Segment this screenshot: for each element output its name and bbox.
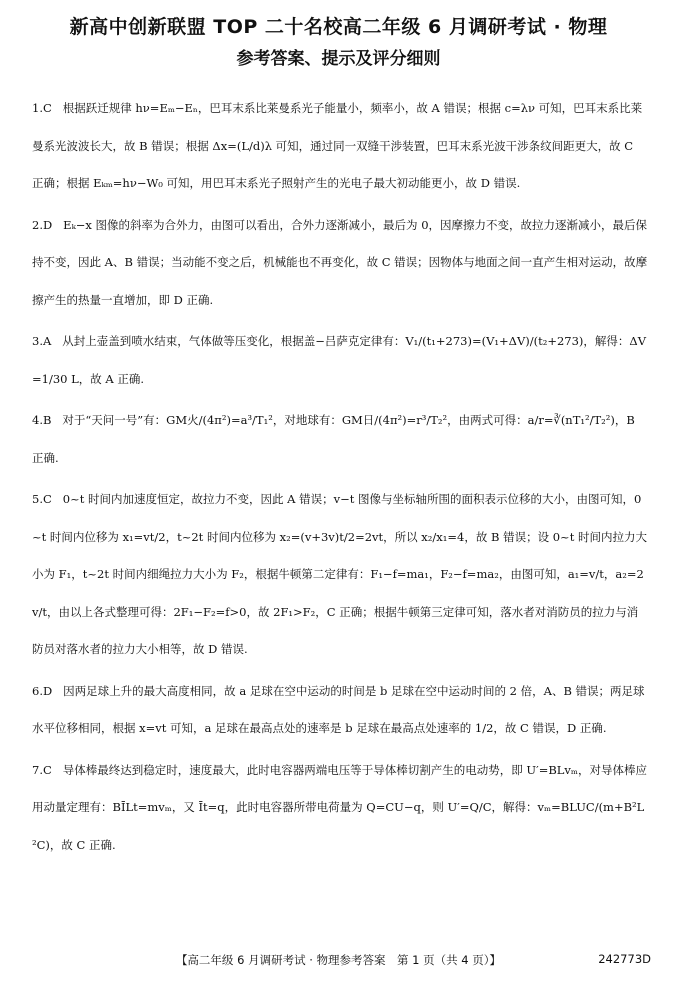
page-title: 新高中创新联盟 TOP 二十名校高二年级 6 月调研考试 · 物理 — [69, 16, 608, 38]
answer-item-4 — [32, 402, 648, 477]
page-subtitle: 参考答案、提示及评分细则 — [236, 49, 441, 69]
answer-item-2 — [32, 207, 648, 320]
answer-item-7 — [32, 752, 648, 865]
answer-text: 根据跃迁规律 hν=Eₘ−Eₙ，巴耳末系比莱曼系光子能量小，频率小，故 A 错误；根据 c=λν 可知，巴耳末系比莱曼系光波波长大，故 B 错误；根据 Δx=(L/d)λ 可知，通过同一双缝干涉装置，巴耳末系光波干涉条纹间距更大，故 C 正确；根据 Eₖₘ=hν−W₀ 可知，用巴耳末系光子照射产生的光电子最大初动能更小，故 D 错误. — [32, 101, 643, 190]
answer-number: 3.A — [32, 334, 52, 348]
answer-number: 2.D — [32, 217, 53, 232]
answer-number: 1.C — [32, 101, 52, 115]
answer-number: 7.C — [32, 762, 52, 777]
answer-item-1 — [32, 90, 648, 203]
answer-number: 4.B — [32, 413, 52, 427]
answer-item-5 — [32, 481, 648, 669]
answer-item-3 — [32, 323, 648, 398]
answer-text: 0~t 时间内加速度恒定，故拉力不变，因此 A 错误；v−t 图像与坐标轴所围的面积表示位移的大小，由图可知，0~t 时间内位移为 x₁=vt/2，t~2t 时间内位移为 x₂=(v+3v)t/2=2vt，所以 x₂/x₁=4，故 B 错误；设 0~t 时间内拉力大小为 F₁，t~2t 时间内细绳拉力大小为 F₂，根据牛顿第二定律有：F₁−f=ma₁，F₂−f=ma₂，由图可知，a₁=v/t，a₂=2v/t，由以上各式整理可得：2F₁−F₂=f>0，故 2F₁>F₂，C 正确；根据牛顿第三定律可知，落水者对消防员的拉力与消防员对落水者的拉力大小相等，故 D 错误. — [32, 492, 647, 656]
answer-number: 6.D — [32, 683, 53, 698]
answer-text: 因两足球上升的最大高度相同，故 a 足球在空中运动的时间是 b 足球在空中运动时间的 2 倍，A、B 错误；两足球水平位移相同，根据 x=vt 可知，a 足球在最高点处的速率是 b 足球在最高点处速率的 1/2，故 C 错误，D 正确. — [32, 683, 645, 735]
answers-list — [32, 90, 648, 868]
answer-text: 从封上壶盖到喷水结束，气体做等压变化，根据盖−吕萨克定律有：V₁/(t₁+273)=(V₁+ΔV)/(t₂+273)，解得：ΔV=1/30 L，故 A 正确. — [32, 334, 647, 386]
footer-page-label: 【高二年级 6 月调研考试 · 物理参考答案 第 1 页（共 4 页）】 — [175, 953, 502, 967]
footer-code: 242773D — [598, 952, 651, 966]
answer-text: 对于“天问一号”有：GM火/(4π²)=a³/T₁²，对地球有：GM日/(4π²)=r³/T₂²，由两式可得：a/r=∛(nT₁²/T₂²)，B 正确. — [32, 413, 635, 465]
answer-text: Eₖ−x 图像的斜率为合外力，由图可以看出，合外力逐渐减小，最后为 0，因摩擦力不变，故拉力逐渐减小，最后保持不变，因此 A、B 错误；当动能不变之后，机械能也不再变化，故 C 错误；因物体与地面之间一直产生相对运动，故摩擦产生的热量一直增加，即 D 正确. — [32, 217, 648, 307]
answer-number: 5.C — [32, 492, 52, 506]
answer-item-6 — [32, 673, 648, 748]
page-footer — [0, 952, 677, 972]
answer-text: 导体棒最终达到稳定时，速度最大，此时电容器两端电压等于导体棒切割产生的电动势，即 U′=BLvₘ，对导体棒应用动量定理有：BĪLt=mvₘ，又 Īt=q，此时电容器所带电荷量为 Q=CU−q，则 U′=Q/C，解得：vₘ=BLUC/(m+B²L²C)，故 C 正确. — [32, 762, 647, 852]
